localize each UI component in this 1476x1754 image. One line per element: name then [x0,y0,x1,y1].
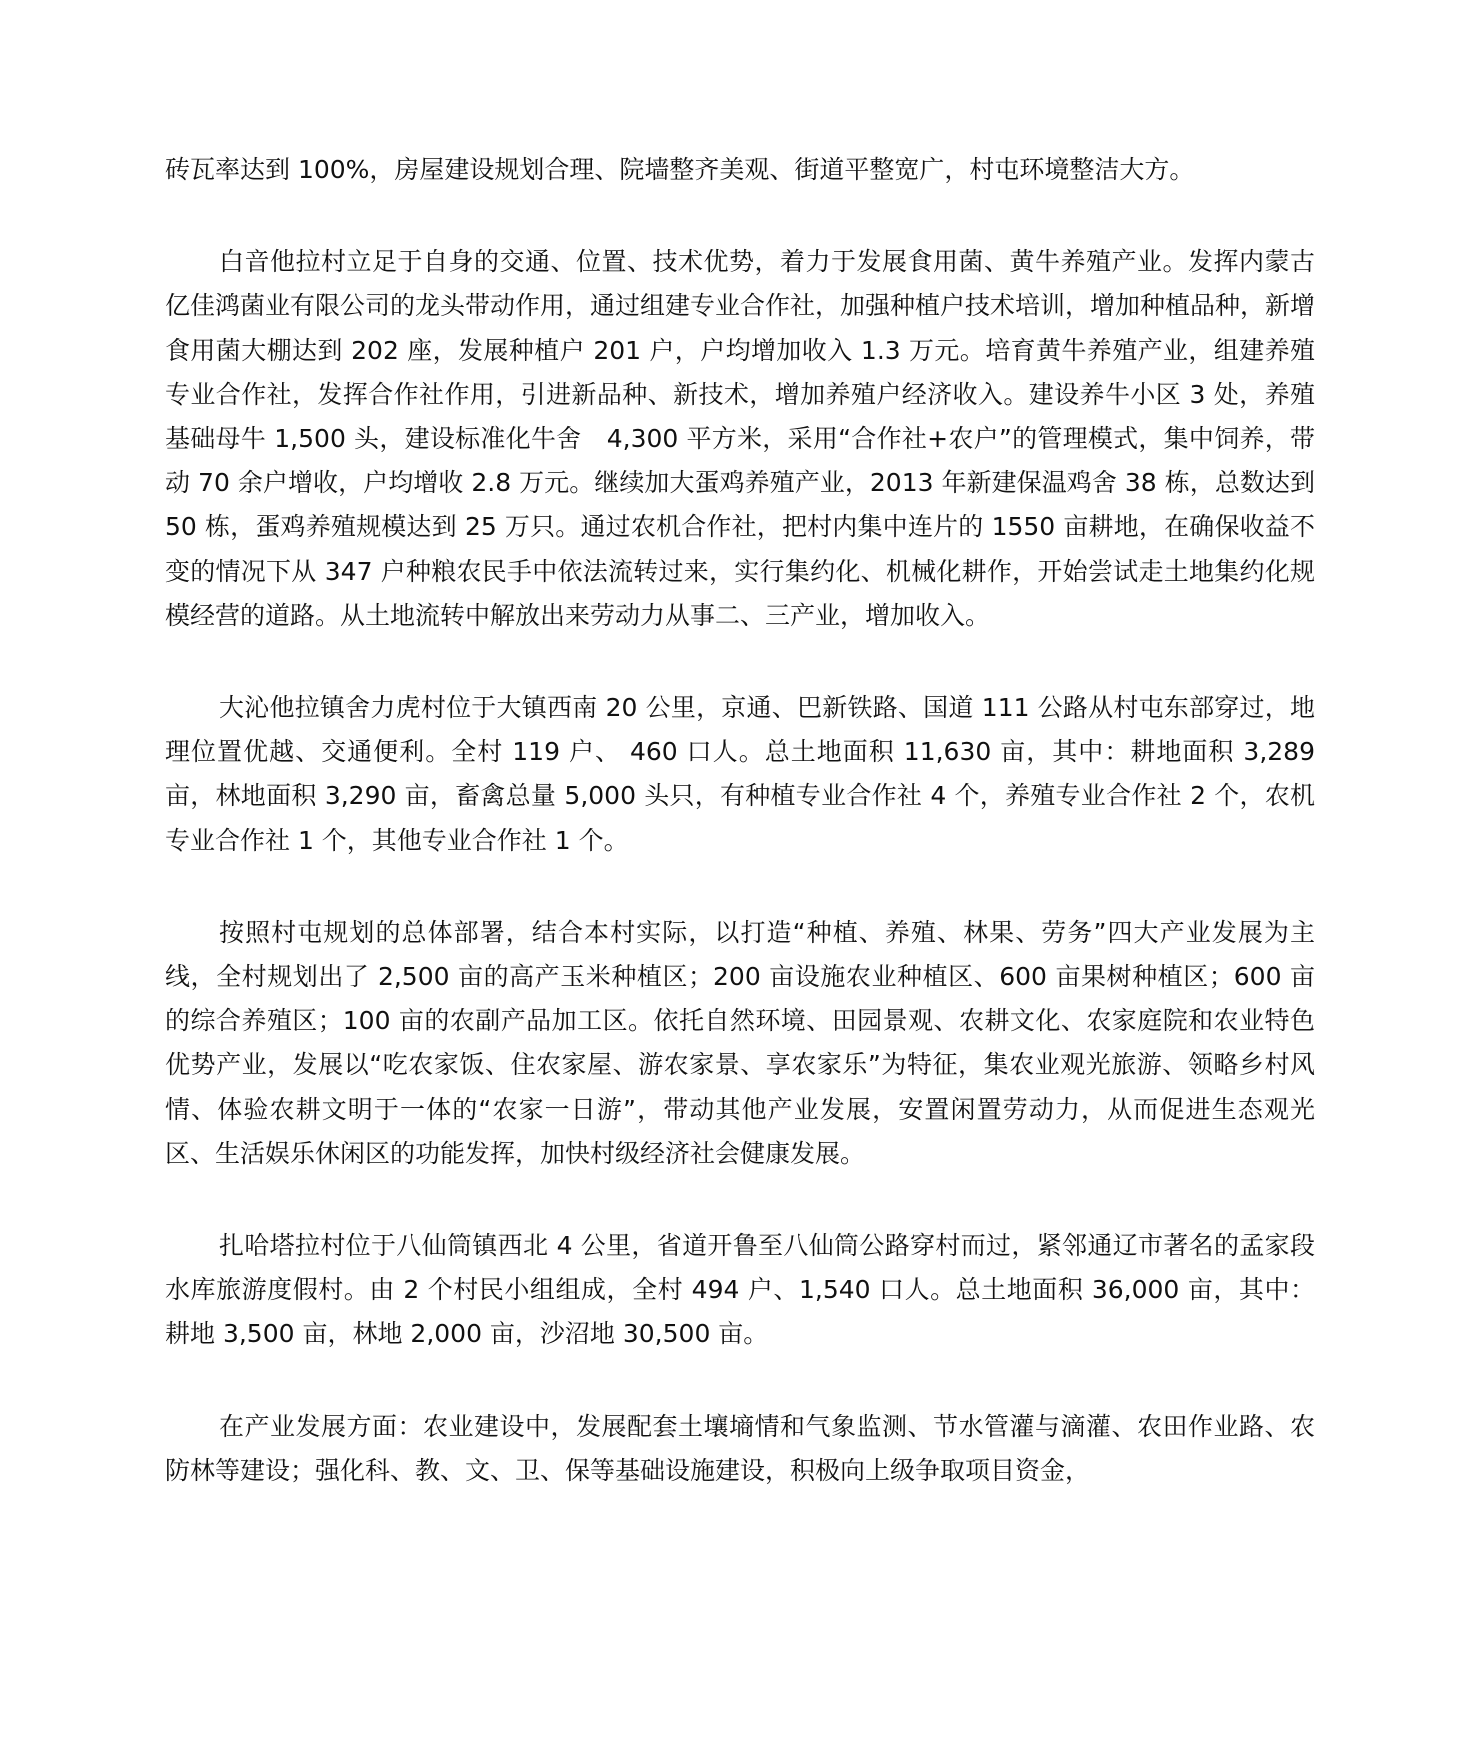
document-page [165,148,1315,1541]
paragraph-zhahatala-village: 扎哈塔拉村位于八仙筒镇西北 4 公里，省道开鲁至八仙筒公路穿村而过，紧邻通辽市著名的孟家段水库旅游度假村。由 2 个村民小组组成，全村 494 户、1,540 口人。总土地面积 36,000 亩，其中：耕地 3,500 亩，林地 2,000 亩，沙沼地 30,500 亩。 [165,1231,1315,1349]
paragraph-industry-development: 在产业发展方面：农业建设中，发展配套土壤墒情和气象监测、节水管灌与滴灌、农田作业路、农防林等建设；强化科、教、文、卫、保等基础设施建设，积极向上级争取项目资金， [165,1411,1315,1485]
paragraph-industry-planning: 按照村屯规划的总体部署，结合本村实际，以打造“种植、养殖、林果、劳务”四大产业发展为主线，全村规划出了 2,500 亩的高产玉米种植区；200 亩设施农业种植区、600 亩果树种植区；600 亩的综合养殖区；100 亩的农副产品加工区。依托自然环境、田园景观、农耕文化、农家庭院和农业特色优势产业，发展以“吃农家饭、住农家屋、游农家景、享农家乐”为特征，集农业观光旅游、领略乡村风情、体验农耕文明于一体的“农家一日游”，带动其他产业发展，安置闲置劳动力，从而促进生态观光区、生活娱乐休闲区的功能发挥，加快村级经济社会健康发展。 [165,917,1315,1168]
paragraph-shelihu-village: 大沁他拉镇舍力虎村位于大镇西南 20 公里，京通、巴新铁路、国道 111 公路从村屯东部穿过，地理位置优越、交通便利。全村 119 户、 460 口人。总土地面积 11,630 亩，其中：耕地面积 3,289 亩，林地面积 3,290 亩，畜禽总量 5,000 头只，有种植专业合作社 4 个，养殖专业合作社 2 个，农机专业合作社 1 个，其他专业合作社 1 个。 [165,693,1315,855]
paragraph-housing-summary: 砖瓦率达到 100%，房屋建设规划合理、院墙整齐美观、街道平整宽广，村屯环境整洁大方。 [165,155,1195,184]
paragraph-baiyintala-village: 白音他拉村立足于自身的交通、位置、技术优势，着力于发展食用菌、黄牛养殖产业。发挥内蒙古亿佳鸿菌业有限公司的龙头带动作用，通过组建专业合作社，加强种植户技术培训，增加种植品种，新增食用菌大棚达到 202 座，发展种植户 201 户，户均增加收入 1.3 万元。培育黄牛养殖产业，组建养殖专业合作社，发挥合作社作用，引进新品种、新技术，增加养殖户经济收入。建设养牛小区 3 处，养殖基础母牛 1,500 头，建设标准化牛舍 4,300 平方米，采用“合作社+农户”的管理模式，集中饲养，带动 70 余户增收，户均增收 2.8 万元。继续加大蛋鸡养殖产业，2013 年新建保温鸡舍 38 栋，总数达到 50 栋，蛋鸡养殖规模达到 25 万只。通过农机合作社，把村内集中连片的 1550 亩耕地，在确保收益不变的情况下从 347 户种粮农民手中依法流转过来，实行集约化、机械化耕作，开始尝试走土地集约化规模经营的道路。从土地流转中解放出来劳动力从事二、三产业，增加收入。 [165,247,1316,630]
